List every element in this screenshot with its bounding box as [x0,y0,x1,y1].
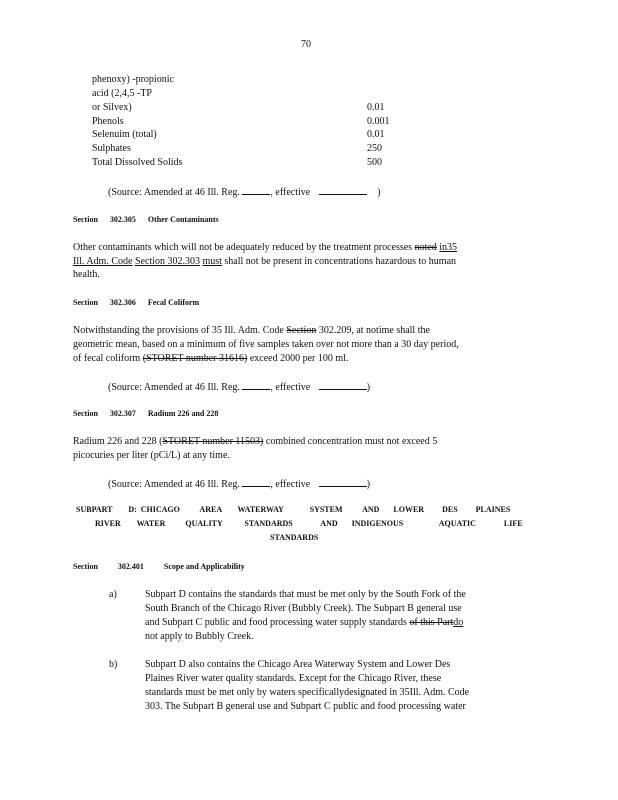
paragraph-line: not apply to Bubbly Creek. [145,631,254,642]
param-value: 500 [367,157,382,168]
section-heading: Section 302.305 Other Contaminants [73,215,219,224]
blank-line [319,477,367,487]
param-value: 250 [367,143,382,154]
param-value: 0.01 [367,102,385,113]
paragraph-line: health. [73,269,100,280]
param-name: Total Dissolved Solids [92,157,183,168]
param-name: Sulphates [92,143,131,154]
paragraph-line: 303. The Subpart B general use and Subpart C public and food processing water [145,701,466,712]
subpart-heading-line: STANDARDS [270,533,319,542]
table-row [92,156,412,170]
section-heading: Section 302.307 Radium 226 and 228 [73,409,219,418]
table-row [92,87,412,101]
page-number: 70 [301,39,311,50]
paragraph-line: Other contaminants which will not be adequately reduced by the treatment processes noted in35 [73,242,458,253]
paragraph-line: picocuries per liter (pCi/L) at any time. [73,450,230,461]
blank-line [319,185,367,195]
subpart-heading-line: SUBPART D: CHICAGO AREA WATERWAY SYSTEM AND LOWER DES PLAINES [76,505,511,514]
paragraph-line: and Subpart C public and food processing water supply standards of this Partdo [145,617,464,628]
param-value: 0.01 [367,129,385,140]
blank-line [242,185,270,195]
table-row [92,101,412,115]
blank-line [242,477,270,487]
paragraph-line: standards must be met only by waters specificallydesignated in 35Ill. Adm. Code [145,687,470,698]
table-row [92,128,412,142]
paragraph-line: Subpart D contains the standards that must be met only by the South Fork of the [145,589,466,600]
paragraph-line: Radium 226 and 228 (STORET number 11503) combined concentration must not exceed 5 [73,436,438,447]
paragraph-line: Ill. Adm. Code Section 302.303 must shall not be present in concentrations hazardous to human [73,256,457,267]
section-heading: Section 302.306 Fecal Coliform [73,298,200,307]
param-name: Selenuim (total) [92,129,157,140]
blank-line [242,380,270,390]
blank-line [319,380,367,390]
source-note: (Source: Amended at 46 Ill. Reg. , effective ) [108,479,371,490]
table-row [92,142,412,156]
param-name: acid (2,4,5 -TP [92,88,152,99]
param-name: phenoxy) -propionic [92,74,174,85]
list-marker: a) [109,589,117,600]
paragraph-line: of fecal coliform (STORET number 31616) exceed 2000 per 100 ml. [73,353,349,364]
section-heading: Section 302.401 Scope and Applicability [73,562,245,571]
subpart-heading-line: RIVER WATER QUALITY STANDARDS AND INDIGENOUS AQUATIC LIFE [95,519,523,528]
paragraph-line: Notwithstanding the provisions of 35 Ill. Adm. Code Section 302.209, at notime shall the [73,325,430,336]
paragraph-line: South Branch of the Chicago River (Bubbly Creek). The Subpart B general use [145,603,462,614]
source-note: (Source: Amended at 46 Ill. Reg. , effective ) [108,382,371,393]
paragraph-line: Plaines River water quality standards. Except for the Chicago River, these [145,673,442,684]
paragraph-line: Subpart D also contains the Chicago Area Waterway System and Lower Des [145,659,451,670]
list-marker: b) [109,659,118,670]
param-value: 0.001 [367,116,390,127]
table-row [92,73,412,87]
param-name: or Silvex) [92,102,132,113]
table-row [92,115,412,129]
param-name: Phenols [92,116,124,127]
source-note: (Source: Amended at 46 Ill. Reg. , effective ) [108,187,381,198]
paragraph-line: geometric mean, based on a minimum of five samples taken over not more than a 30 day period, [73,339,459,350]
